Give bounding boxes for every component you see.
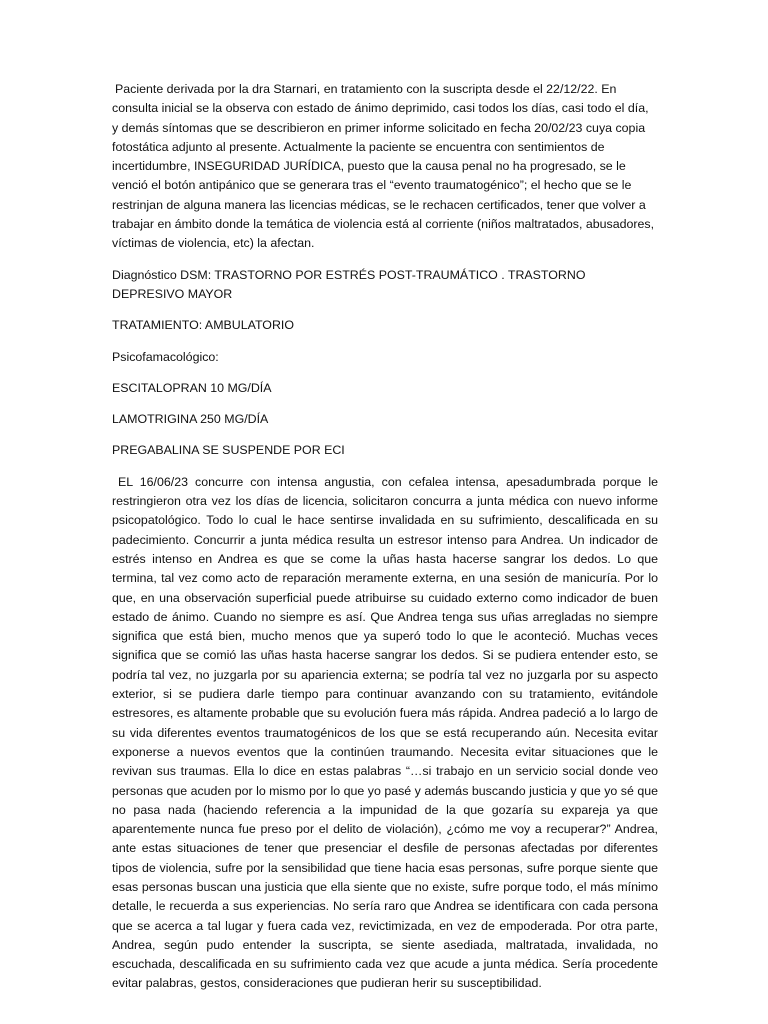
medication-escitalopran: ESCITALOPRAN 10 MG/DÍA [112,380,272,395]
medication-lamotrigina: LAMOTRIGINA 250 MG/DÍA [112,412,269,427]
diagnosis-line: Diagnóstico DSM: TRASTORNO POR ESTRÉS POST-TRAUMÁTICO . TRASTORNO DEPRESIVO MAYOR [112,267,586,301]
medication-pregabalina: PREGABALINA SE SUSPENDE POR ECI [112,443,345,458]
intro-paragraph: Paciente derivada por la dra Starnari, en tratamiento con la suscripta desde el 22/12/22. En consulta inicial se la observa con estado de ánimo deprimido, casi todos los días, casi todo el día, y demás síntomas que se describieron en primer informe solicitado en fecha 20/02/23 cuya copia fotostática adjunto al presente. Actualmente la paciente se encuentra con sentimientos de incertidumbre, INSEGURIDAD JURÍDICA, puesto que la causa penal no ha progresado, se le venció el botón antipánico que se generara tras el “evento traumatogénico”; el hecho que se le restrinjan de alguna manera las licencias médicas, se le rechacen certificados, tener que volver a trabajar en ámbito donde la temática de violencia está al corriente (niños maltratados, abusadores, víctimas de violencia, etc) la afectan. [112,82,655,251]
psychopharm-heading: Psicofamacológico: [112,349,219,364]
treatment-line: TRATAMIENTO: AMBULATORIO [112,318,294,333]
document-page [112,80,658,1006]
followup-paragraph: EL 16/06/23 concurre con intensa angustia, con cefalea intensa, apesadumbrada porque le restringieron otra vez los días de licencia, solicitaron concurra a junta médica con nuevo informe psicopatológico. Todo lo cual le hace sentirse invalidada en su sufrimiento, descalificada en su padecimiento. Concurrir a junta médica resulta un estresor intenso para Andrea. Un indicador de estrés intenso en Andrea es que se come la uñas hasta hacerse sangrar los dedos. Lo que termina, tal vez como acto de reparación meramente externa, en una sesión de manicuría. Por lo que, en una observación superficial puede atribuirse su cuidado externo como indicador de buen estado de ánimo. Cuando no siempre es así. Que Andrea tenga sus uñas arregladas no siempre significa que está bien, mucho menos que ya superó todo lo que le aconteció. Muchas veces significa que se comió las uñas hasta hacerse sangrar los dedos. Si se pudiera entender esto, se podría tal vez, no juzgarla por su apariencia externa; se podría tal vez no juzgarla por su aspecto exterior, si se pudiera darle tiempo para continuar avanzando con su tratamiento, evitándole estresores, es altamente probable que su evolución fuera más rápida. Andrea padeció a lo largo de su vida diferentes eventos traumatogénicos de los que se está recuperando aún. Necesita evitar exponerse a nuevos eventos que la continúen traumando. Necesita evitar situaciones que le revivan sus traumas. Ella lo dice en estas palabras “…si trabajo en un servicio social donde veo personas que acuden por lo mismo por lo que yo pasé y además buscando justicia y que yo sé que no pasa nada (haciendo referencia a la impunidad de la que gozaría su expareja ya que aparentemente nunca fue preso por el delito de violación), ¿cómo me voy a recuperar?” Andrea, ante estas situaciones de tener que presenciar el desfile de personas afectadas por diferentes tipos de violencia, sufre por la sensibilidad que tiene hacia esas personas, sufre porque siente que esas personas buscan una justicia que ella siente que no existe, sufre porque todo, el más mínimo detalle, le recuerda a sus experiencias. No sería raro que Andrea se identificara con cada persona que se acerca a tal lugar y fuera cada vez, revictimizada, en vez de empoderada. Por otra parte, Andrea, según pudo entender la suscripta, se siente asediada, maltratada, invalidada, no escuchada, descalificada en su sufrimiento cada vez que acude a junta médica. Sería procedente evitar palabras, gestos, consideraciones que pudieran herir su susceptibilidad. [112,474,658,991]
